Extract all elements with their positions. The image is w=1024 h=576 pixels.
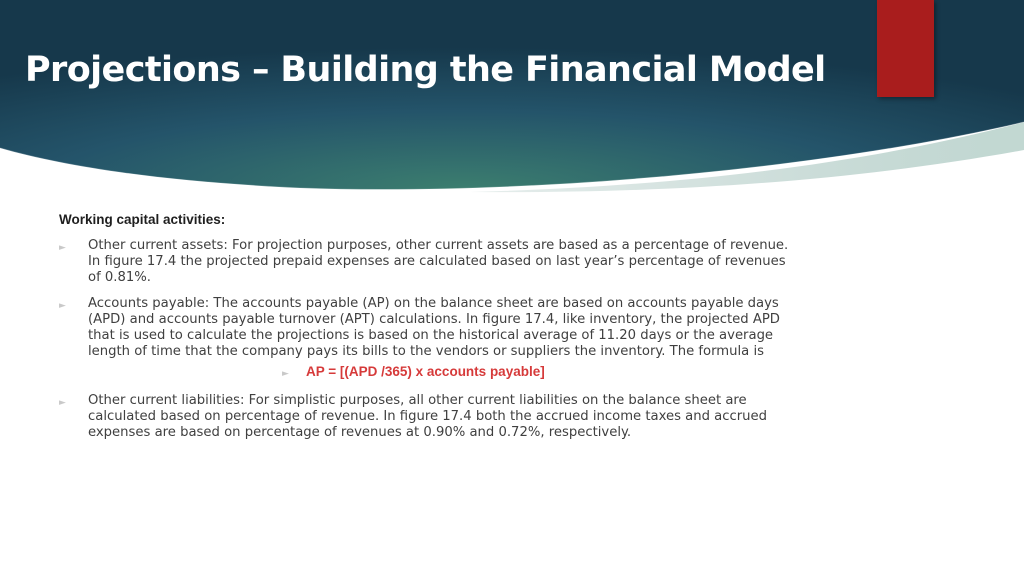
bullet-text: Other current liabilities: For simplistic purposes, all other current liabilities on the balance sheet are calculated based on percentage of revenue. In figure 17.4 both the accrued income taxes and accrued expenses are based on percentage of revenues at 0.90% and 0.72%, respectively. — [88, 393, 768, 440]
section-heading: Working capital activities: — [59, 212, 226, 227]
slide-title: Projections – Building the Financial Model — [25, 50, 826, 90]
slide-content — [59, 212, 799, 451]
triangle-right-icon: ► — [59, 398, 66, 408]
formula-text: AP = [(APD /365) x accounts payable] — [306, 364, 545, 379]
accent-tab — [877, 0, 934, 97]
bullet-text: Other current assets: For projection purposes, other current assets are based as a percentage of revenue. In figure 17.4 the projected prepaid expenses are calculated based on last year’s percentage of revenues of 0.81%. — [88, 238, 789, 285]
formula-item — [59, 364, 799, 381]
header-background — [0, 0, 1024, 200]
triangle-right-icon: ► — [59, 301, 66, 311]
bullet-item-other-current-assets — [59, 238, 799, 286]
triangle-right-icon: ► — [282, 369, 289, 379]
bullet-text: Accounts payable: The accounts payable (AP) on the balance sheet are based on accounts payable days (APD) and accounts payable turnover (APT) calculations. In figure 17.4, like inventory, the projected APD that is used to calculate the projections is based on the historical average of 11.20 days or the average length of time that the company pays its bills to the vendors or suppliers the inventory. The formula is — [88, 296, 780, 359]
bullet-item-other-current-liabilities — [59, 393, 799, 441]
bullet-item-accounts-payable — [59, 296, 799, 360]
triangle-right-icon: ► — [59, 243, 66, 253]
